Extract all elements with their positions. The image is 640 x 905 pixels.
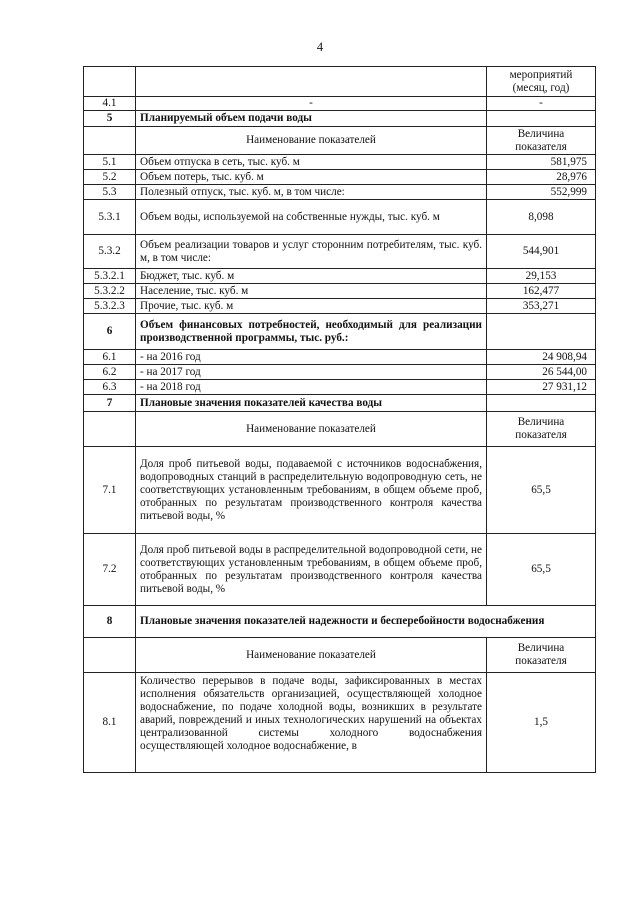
row-number: 5.3.2.3 [84, 299, 136, 314]
section-title: Объем финансовых потребностей, необходимый для реализации производственной программы, тыс. руб.: [136, 314, 487, 350]
section-row [84, 111, 596, 127]
indicator-value: 26 544,00 [487, 365, 596, 380]
row-number: 5.3.2.1 [84, 269, 136, 284]
indicator-value: 65,5 [487, 447, 596, 534]
table-row [84, 673, 596, 773]
table-row [84, 155, 596, 170]
table-row [84, 447, 596, 534]
section-title: Плановые значения показателей качества воды [136, 395, 487, 412]
empty-cell [84, 127, 136, 155]
section-title: Плановые значения показателей надежности и бесперебойности водоснабжения [136, 606, 596, 638]
section-number: 8 [84, 606, 136, 638]
table-row [84, 67, 596, 97]
row-number: 5.3.2 [84, 235, 136, 269]
table-row [84, 235, 596, 269]
table-row [84, 380, 596, 395]
row-number: 5.3 [84, 185, 136, 200]
empty-cell [84, 638, 136, 673]
row-number: 8.1 [84, 673, 136, 773]
row-number: 6.3 [84, 380, 136, 395]
indicator-name: - на 2016 год [136, 350, 487, 365]
section-title: Планируемый объем подачи воды [136, 111, 487, 127]
column-header-name: Наименование показателей [136, 638, 487, 673]
indicator-name: Население, тыс. куб. м [136, 284, 487, 299]
empty-cell [136, 67, 487, 97]
table-row [84, 185, 596, 200]
empty-cell [84, 412, 136, 447]
row-number: 5.3.2.2 [84, 284, 136, 299]
indicator-name: Количество перерывов в подаче воды, зафиксированных в местах исполнения обязательств организацией, осуществляющей холодное водоснабжение, по подаче холодной воды, возникших в результате аварий, повреждений и иных технологических нарушений на объектах централизованной системы холодного водоснабжения осуществляющей холодное водоснабжение, в [136, 673, 487, 773]
indicator-value: 581,975 [487, 155, 596, 170]
section-number: 7 [84, 395, 136, 412]
empty-cell [487, 395, 596, 412]
page-number: 4 [316, 40, 324, 54]
table-row [84, 365, 596, 380]
row-number: 7.2 [84, 534, 136, 606]
row-number: 7.1 [84, 447, 136, 534]
indicator-value: 552,999 [487, 185, 596, 200]
row-number: 6.2 [84, 365, 136, 380]
column-header-name: Наименование показателей [136, 127, 487, 155]
indicator-value: 1,5 [487, 673, 596, 773]
indicator-name: Прочие, тыс. куб. м [136, 299, 487, 314]
column-header-value: Величина показателя [487, 412, 596, 447]
empty-cell [84, 67, 136, 97]
table-row [84, 284, 596, 299]
table-row [84, 269, 596, 284]
indicator-value: 24 908,94 [487, 350, 596, 365]
production-program-table [83, 66, 596, 773]
table-row [84, 534, 596, 606]
indicator-value: 29,153 [487, 269, 596, 284]
indicator-name: Бюджет, тыс. куб. м [136, 269, 487, 284]
row-number: 5.3.1 [84, 200, 136, 235]
indicator-name: - [136, 97, 487, 111]
empty-cell [487, 314, 596, 350]
section-row [84, 314, 596, 350]
section-number: 6 [84, 314, 136, 350]
section-row [84, 395, 596, 412]
deadline-header: мероприятий (месяц, год) [487, 67, 596, 97]
indicator-name: Объем потерь, тыс. куб. м [136, 170, 487, 185]
table-row [84, 170, 596, 185]
indicator-name: - на 2018 год [136, 380, 487, 395]
indicator-value: 353,271 [487, 299, 596, 314]
indicator-value: - [487, 97, 596, 111]
row-number: 6.1 [84, 350, 136, 365]
empty-cell [487, 111, 596, 127]
column-header-row [84, 638, 596, 673]
table-row [84, 97, 596, 111]
indicator-name: Объем отпуска в сеть, тыс. куб. м [136, 155, 487, 170]
indicator-value: 28,976 [487, 170, 596, 185]
table-row [84, 350, 596, 365]
row-number: 5.2 [84, 170, 136, 185]
section-row [84, 606, 596, 638]
indicator-value: 27 931,12 [487, 380, 596, 395]
indicator-name: Объем воды, используемой на собственные нужды, тыс. куб. м [136, 200, 487, 235]
indicator-name: Доля проб питьевой воды в распределительной водопроводной сети, не соответствующих установленным требованиям, в общем объеме проб, отобранных по результатам производственного контроля качества питьевой воды, % [136, 534, 487, 606]
column-header-value: Величина показателя [487, 638, 596, 673]
indicator-name: Доля проб питьевой воды, подаваемой с источников водоснабжения, водопроводных станций в распределительную водопроводную сеть, не соответствующих установленным требованиям, в общем объеме проб, отобранных по результатам производственного контроля качества питьевой воды, % [136, 447, 487, 534]
indicator-value: 65,5 [487, 534, 596, 606]
column-header-name: Наименование показателей [136, 412, 487, 447]
indicator-name: Объем реализации товаров и услуг сторонним потребителям, тыс. куб. м, в том числе: [136, 235, 487, 269]
indicator-name: - на 2017 год [136, 365, 487, 380]
row-number: 4.1 [84, 97, 136, 111]
indicator-value: 162,477 [487, 284, 596, 299]
column-header-row [84, 127, 596, 155]
indicator-value: 8,098 [487, 200, 596, 235]
section-number: 5 [84, 111, 136, 127]
table-row [84, 299, 596, 314]
indicator-name: Полезный отпуск, тыс. куб. м, в том числе: [136, 185, 487, 200]
row-number: 5.1 [84, 155, 136, 170]
indicator-value: 544,901 [487, 235, 596, 269]
column-header-value: Величина показателя [487, 127, 596, 155]
column-header-row [84, 412, 596, 447]
table-row [84, 200, 596, 235]
